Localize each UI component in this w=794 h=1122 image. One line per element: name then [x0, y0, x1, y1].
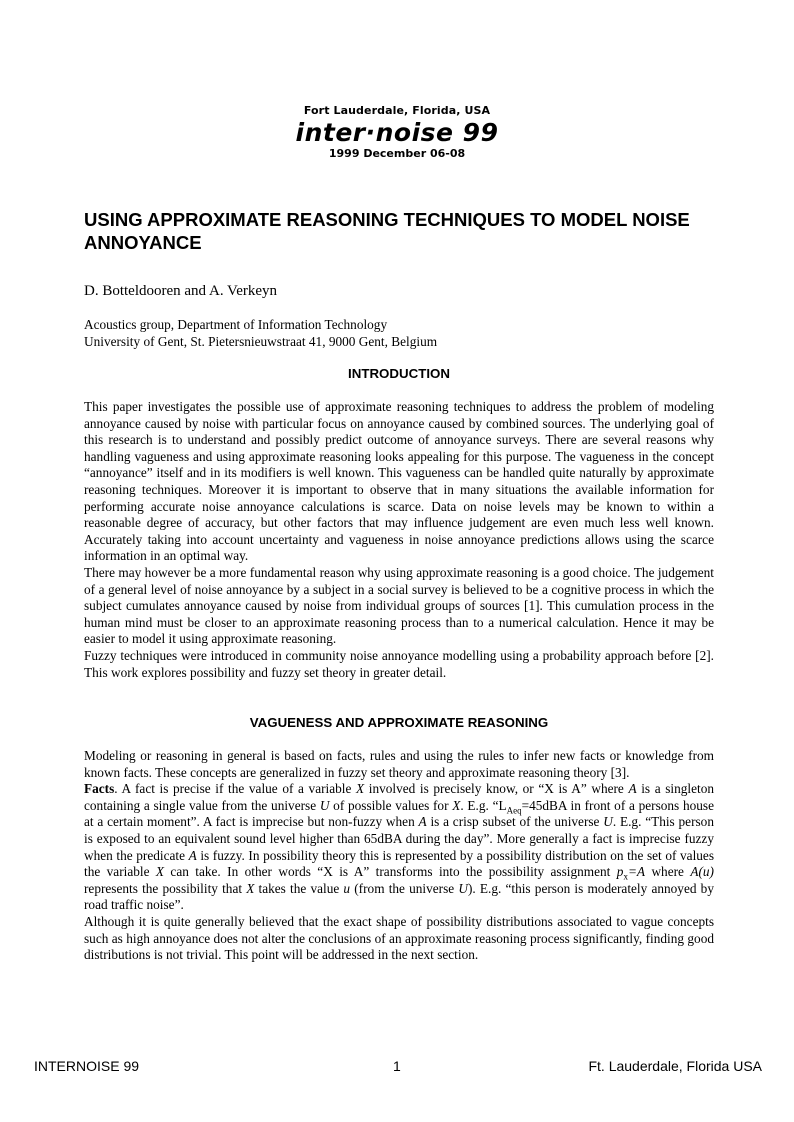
text-run: . A fact is precise if the value of a variable [114, 781, 356, 797]
text-run: is a singleton containing a single value from the universe [84, 781, 714, 813]
subscript: Aeq [506, 805, 522, 816]
footer-right: Ft. Lauderdale, Florida USA [588, 1058, 762, 1074]
text-run: . E.g. “This person is exposed to an equivalent sound level higher than 65dBA during the day”. More generally a fact is imprecise fuzzy when the predicate [84, 814, 714, 863]
conference-logo: inter·noise 99 [295, 118, 499, 147]
text-run: of possible values for [329, 797, 453, 813]
paragraph: There may however be a more fundamental reason why using approximate reasoning is a good choice. The judgement of a general level of noise annoyance by a subject in a social survey is believed to be a cognitive process in which the subject cumulates annoyance caused by noise from individual groups of sources [1]. This cumulation process in the human mind must be closer to an approximate reasoning process than to a numerical calculation. Hence it may be easier to model it using approximate reasoning. [84, 564, 714, 647]
footer-left: INTERNOISE 99 [34, 1058, 140, 1074]
math-var: A(u) [690, 864, 714, 880]
section-body-vagueness [84, 748, 714, 964]
math-var: U [458, 880, 468, 896]
math-var: X [246, 880, 255, 896]
text-run: takes the value [254, 880, 344, 896]
section-body-introduction [84, 399, 714, 681]
subscript: x [623, 871, 628, 882]
paragraph: Although it is quite generally believed that the exact shape of possibility distributions associated to vague concepts such as high annoyance does not alter the conclusions of an approximate reasoning process significantly, finding good distributions is not trivial. This point will be addressed in the next section. [84, 913, 714, 963]
affiliation-line: Acoustics group, Department of Information Technology [84, 317, 388, 332]
paragraph: Fuzzy techniques were introduced in community noise annoyance modelling using a probability approach before [2]. This work explores possibility and fuzzy set theory in greater detail. [84, 647, 714, 680]
math-var: X [452, 797, 461, 813]
text-run: involved is precisely know, or “X is A” where [364, 781, 629, 797]
conference-header [0, 103, 794, 161]
text-run: is fuzzy. In possibility theory this is represented by a possibility distribution on the set of values the variable [84, 847, 714, 880]
text-run: (from the universe [350, 880, 459, 896]
section-heading-introduction: INTRODUCTION [348, 366, 450, 381]
text-run: ). E.g. “this person is moderately annoyed by road traffic noise”. [84, 880, 714, 913]
text-run: where [645, 864, 691, 880]
section-heading-vagueness: VAGUENESS AND APPROXIMATE REASONING [249, 715, 549, 730]
math-var: p [616, 864, 624, 880]
text-run: . E.g. “L [460, 797, 507, 813]
paragraph: This paper investigates the possible use of approximate reasoning techniques to address the problem of modeling annoyance caused by noise with particular focus on annoyance caused by combined sources. The underlying goal of this research is to understand and possibly predict outcome of annoyance surveys. There are several reasons why handling vagueness and using approximate reasoning looks appealing for this purpose. The vagueness in the concept “annoyance” itself and in its modifiers is well known. This vagueness can be handled quite naturally by approximate reasoning techniques. Moreover it is important to observe that in many situations the available information for performing accurate noise annoyance calculations is scarce. Data on noise levels may be known to within a reasonable degree of accuracy, but other factors that may influence judgement are even much less well known. Accurately taking into account uncertainty and vagueness in noise annoyance predictions allows using the scarce information in an optimal way. [84, 399, 714, 564]
math-var: A [628, 781, 637, 797]
math-var: X [155, 864, 165, 880]
facts-label: Facts [84, 781, 115, 797]
math-var: u [343, 880, 351, 896]
conference-location: Fort Lauderdale, Florida, USA [303, 104, 491, 117]
paragraph-facts [84, 781, 714, 914]
text-run: represents the possibility that [84, 880, 247, 896]
text-run: =45dBA in front of a persons house at a certain moment”. A fact is imprecise but non-fuzzy when [84, 797, 714, 830]
paper-authors: D. Botteldooren and A. Verkeyn [84, 283, 278, 299]
paper-title: USING APPROXIMATE REASONING TECHNIQUES TO MODEL NOISE ANNOYANCE [84, 209, 690, 253]
text-run: can take. In other words “X is A” transforms into the possibility assignment [164, 864, 617, 880]
page-number: 1 [393, 1058, 401, 1074]
math-var: =A [627, 864, 646, 880]
math-var: A [418, 814, 427, 830]
conference-dates: 1999 December 06-08 [328, 147, 466, 160]
affiliation-line: University of Gent, St. Pietersnieuwstraat 41, 9000 Gent, Belgium [84, 334, 438, 349]
math-var: A [188, 847, 197, 863]
author-affiliation [84, 316, 437, 350]
math-var: U [319, 797, 330, 813]
paragraph: Modeling or reasoning in general is based on facts, rules and using the rules to infer new facts or knowledge from known facts. These concepts are generalized in fuzzy set theory and approximate reasoning theory [3]. [84, 748, 714, 780]
math-var: U [603, 814, 613, 830]
math-var: X [356, 781, 365, 797]
text-run: is a crisp subset of the universe [426, 814, 604, 830]
